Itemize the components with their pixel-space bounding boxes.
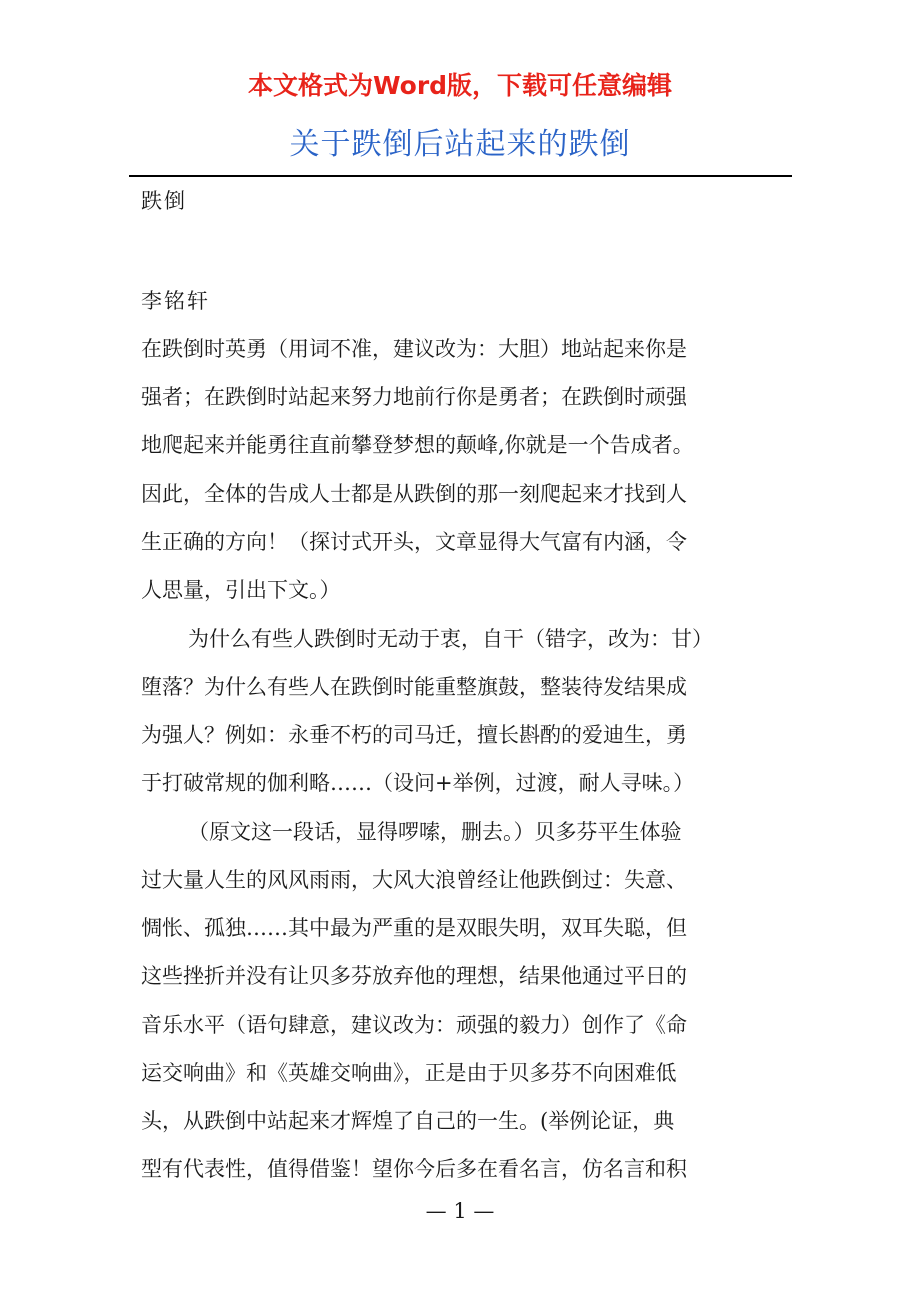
- essay-heading: 跌倒: [141, 189, 187, 213]
- paragraph-line-indented: 为什么有些人跌倒时无动于衷，自干（错字，改为：甘）: [188, 627, 713, 651]
- paragraph-line: 音乐水平（语句肆意，建议改为：顽强的毅力）创作了《命: [141, 1013, 687, 1037]
- paragraph-line: 生正确的方向！（探讨式开头，文章显得大气富有内涵，令: [141, 530, 687, 554]
- page-number: — 1 —: [425, 1199, 495, 1223]
- document-title: 关于跌倒后站起来的跌倒: [289, 127, 631, 162]
- paragraph-line: 于打破常规的伽利略……（设问+举例，过渡，耐人寻味。）: [141, 771, 695, 795]
- paragraph-line: 在跌倒时英勇（用词不准，建议改为：大胆）地站起来你是: [141, 337, 687, 361]
- paragraph-line: 为强人？例如：永垂不朽的司马迁，擅长斟酌的爱迪生，勇: [141, 723, 687, 747]
- paragraph-line: 强者；在跌倒时站起来努力地前行你是勇者；在跌倒时顽强: [141, 385, 687, 409]
- title-divider: [129, 175, 792, 177]
- download-notice-banner: 本文格式为Word版，下载可任意编辑: [247, 71, 673, 100]
- paragraph-line: 人思量，引出下文。）: [141, 578, 341, 602]
- paragraph-line: 这些挫折并没有让贝多芬放弃他的理想，结果他通过平日的: [141, 964, 687, 988]
- paragraph-line: 头，从跌倒中站起来才辉煌了自己的一生。(举例论证，典: [141, 1109, 675, 1133]
- author-name: 李铭轩: [141, 289, 210, 313]
- paragraph-line: 因此，全体的告成人士都是从跌倒的那一刻爬起来才找到人: [141, 482, 687, 506]
- paragraph-line: 型有代表性，值得借鉴！望你今后多在看名言，仿名言和积: [141, 1157, 687, 1181]
- paragraph-line: 惆怅、孤独……其中最为严重的是双眼失明，双耳失聪，但: [141, 916, 687, 940]
- paragraph-line-indented: （原文这一段话，显得啰嗦，删去。）贝多芬平生体验: [188, 820, 682, 844]
- paragraph-line: 地爬起来并能勇往直前攀登梦想的颠峰,你就是一个告成者。: [141, 433, 694, 457]
- paragraph-line: 运交响曲》和《英雄交响曲》，正是由于贝多芬不向困难低: [141, 1061, 677, 1085]
- paragraph-line: 过大量人生的风风雨雨，大风大浪曾经让他跌倒过：失意、: [141, 868, 687, 892]
- paragraph-line: 堕落？为什么有些人在跌倒时能重整旗鼓，整装待发结果成: [141, 675, 687, 699]
